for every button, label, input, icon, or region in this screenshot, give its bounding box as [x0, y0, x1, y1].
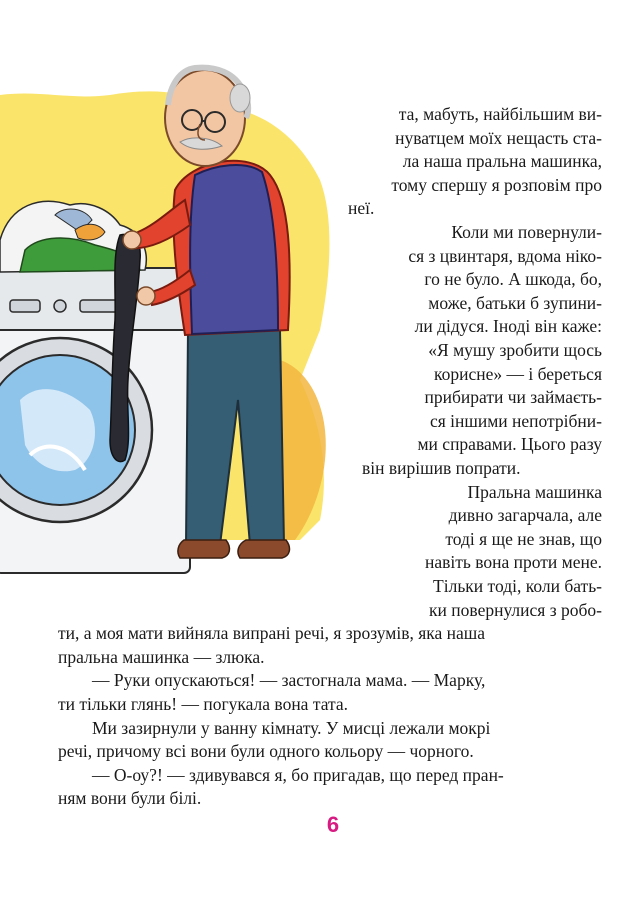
text-line: Коли ми повернули-	[451, 222, 602, 242]
text-line: ти тільки глянь! — погукала вона тата.	[58, 694, 349, 714]
text-line: ли дідуся. Іноді він каже:	[414, 316, 602, 337]
text-line: неї.	[348, 198, 375, 219]
text-line: ням вони були білі.	[58, 788, 202, 809]
text-line: Пральна машинка	[467, 481, 602, 502]
text-line: «Я мушу зробити щось	[428, 340, 602, 360]
text-line: ла наша пральна машинка,	[402, 151, 602, 172]
text-line: прибирати чи займаєть-	[424, 387, 602, 408]
washing-machine	[0, 268, 190, 573]
text-line: дивно загарчала, але	[448, 505, 602, 526]
text-line: ми справами. Цього разу	[417, 434, 602, 455]
text-line: ти, а моя мати вийняла випрані речі, я зрозумів, яка наша	[58, 623, 486, 644]
text-line: Ми зазирнули у ванну кімнату. У мисці лежали мокрі	[92, 717, 491, 738]
grandfather-washing-illustration	[0, 0, 360, 580]
text-line: ся з цвинтаря, вдома ніко-	[408, 245, 602, 266]
text-line: тоді я ще не знав, що	[445, 528, 602, 549]
text-line: Тільки тоді, коли бать-	[433, 576, 602, 596]
text-line: ки повернулися з робо-	[429, 599, 602, 620]
text-line: може, батьки б зупини-	[428, 292, 602, 313]
page-number: 6	[326, 812, 340, 837]
text-line: нуватцем моїх нещасть ста-	[395, 127, 602, 148]
text-line: речі, причому всі вони були одного кольору — чорного.	[58, 741, 474, 762]
text-line: го не було. А шкода, бо,	[424, 269, 602, 290]
text-line: ся іншими непотрібни-	[429, 410, 602, 431]
text-line: корисне» — і береться	[433, 363, 602, 384]
text-line: пральна машинка — злюка.	[58, 646, 265, 667]
text-line: та, мабуть, найбільшим ви-	[398, 104, 602, 124]
text-line: навіть вона проти мене.	[424, 552, 602, 573]
text-line: він вирішив попрати.	[362, 458, 521, 478]
text-line: — О-оу?! — здивувався я, бо пригадав, що перед пран-	[92, 764, 504, 785]
text-line: тому спершу я розповім про	[391, 174, 602, 195]
text-line: — Руки опускаються! — застогнала мама. — Марку,	[92, 670, 486, 691]
